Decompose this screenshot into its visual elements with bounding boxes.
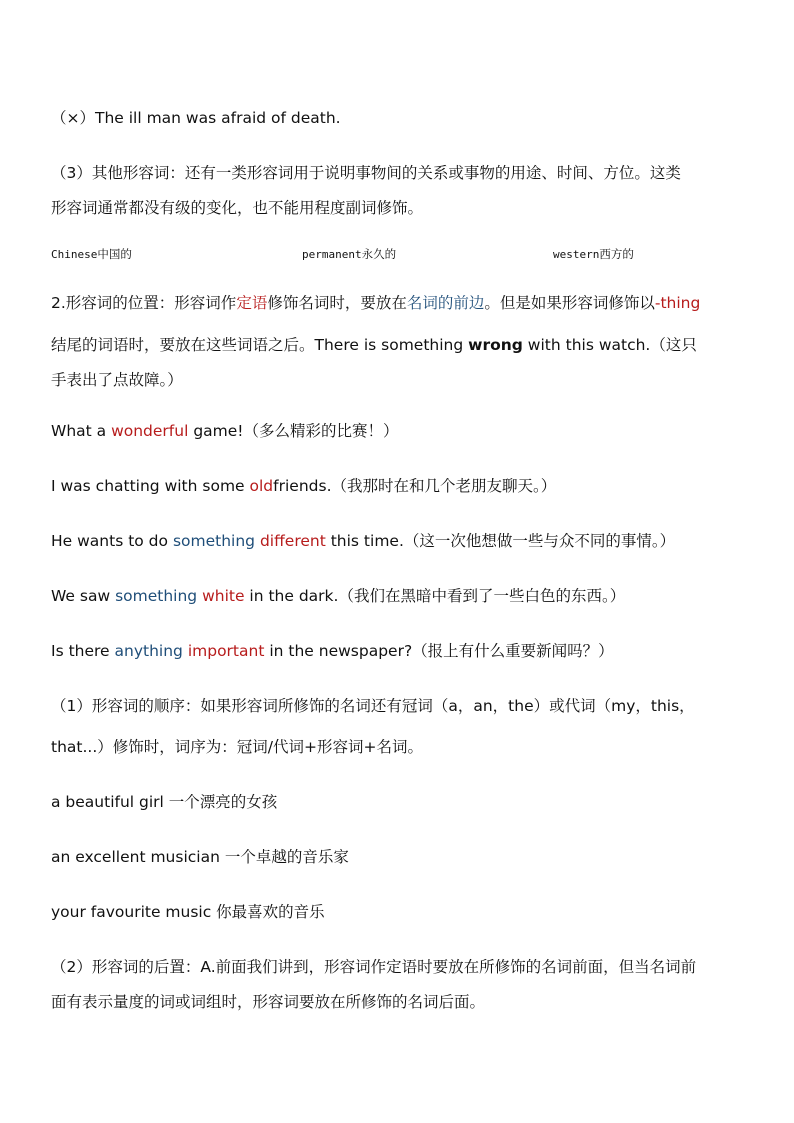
example-something-different: He wants to do something different this time.（这一次他想做一些与众不同的事情。） bbox=[51, 532, 676, 550]
paragraph-other-adjectives-line2: 形容词通常都没有级的变化，也不能用程度副词修饰。 bbox=[51, 199, 424, 217]
example-sentence-wrong: （×）The ill man was afraid of death. bbox=[51, 109, 341, 127]
section-heading-adjective-position: 2.形容词的位置：形容词作定语修饰名词时，要放在名词的前边。但是如果形容词修饰以-thing bbox=[51, 294, 701, 312]
example-anything-important: Is there anything important in the newspaper?（报上有什么重要新闻吗？） bbox=[51, 642, 614, 660]
paragraph-adjective-order-line2: that...）修饰时，词序为：冠词/代词+形容词+名词。 bbox=[51, 738, 423, 756]
vocab-item-chinese: Chinese中国的 bbox=[51, 247, 132, 261]
vocab-item-permanent: permanent永久的 bbox=[302, 247, 397, 261]
example-old-friends: I was chatting with some oldfriends.（我那时在和几个老朋友聊天。） bbox=[51, 477, 557, 495]
example-excellent-musician: an excellent musician 一个卓越的音乐家 bbox=[51, 848, 349, 866]
paragraph-postposition-line1: （2）形容词的后置：A.前面我们讲到，形容词作定语时要放在所修饰的名词前面，但当名词前 bbox=[51, 958, 697, 976]
paragraph-thing-rule: 结尾的词语时，要放在这些词语之后。There is something wrong with this watch.（这只 bbox=[51, 336, 697, 354]
paragraph-other-adjectives-line1: （3）其他形容词：还有一类形容词用于说明事物间的关系或事物的用途、时间、方位。这类 bbox=[51, 164, 681, 182]
paragraph-thing-rule-cont: 手表出了点故障。） bbox=[51, 371, 183, 389]
example-wonderful: What a wonderful game!（多么精彩的比赛！） bbox=[51, 422, 399, 440]
example-beautiful-girl: a beautiful girl 一个漂亮的女孩 bbox=[51, 793, 278, 811]
paragraph-postposition-line2: 面有表示量度的词或词组时，形容词要放在所修饰的名词后面。 bbox=[51, 993, 486, 1011]
paragraph-adjective-order-line1: （1）形容词的顺序：如果形容词所修饰的名词还有冠词（a，an，the）或代词（my，this， bbox=[51, 697, 695, 715]
example-something-white: We saw something white in the dark.（我们在黑暗中看到了一些白色的东西。） bbox=[51, 587, 626, 605]
vocab-item-western: western西方的 bbox=[553, 247, 634, 261]
example-favourite-music: your favourite music 你最喜欢的音乐 bbox=[51, 903, 325, 921]
vocabulary-row bbox=[51, 244, 751, 265]
